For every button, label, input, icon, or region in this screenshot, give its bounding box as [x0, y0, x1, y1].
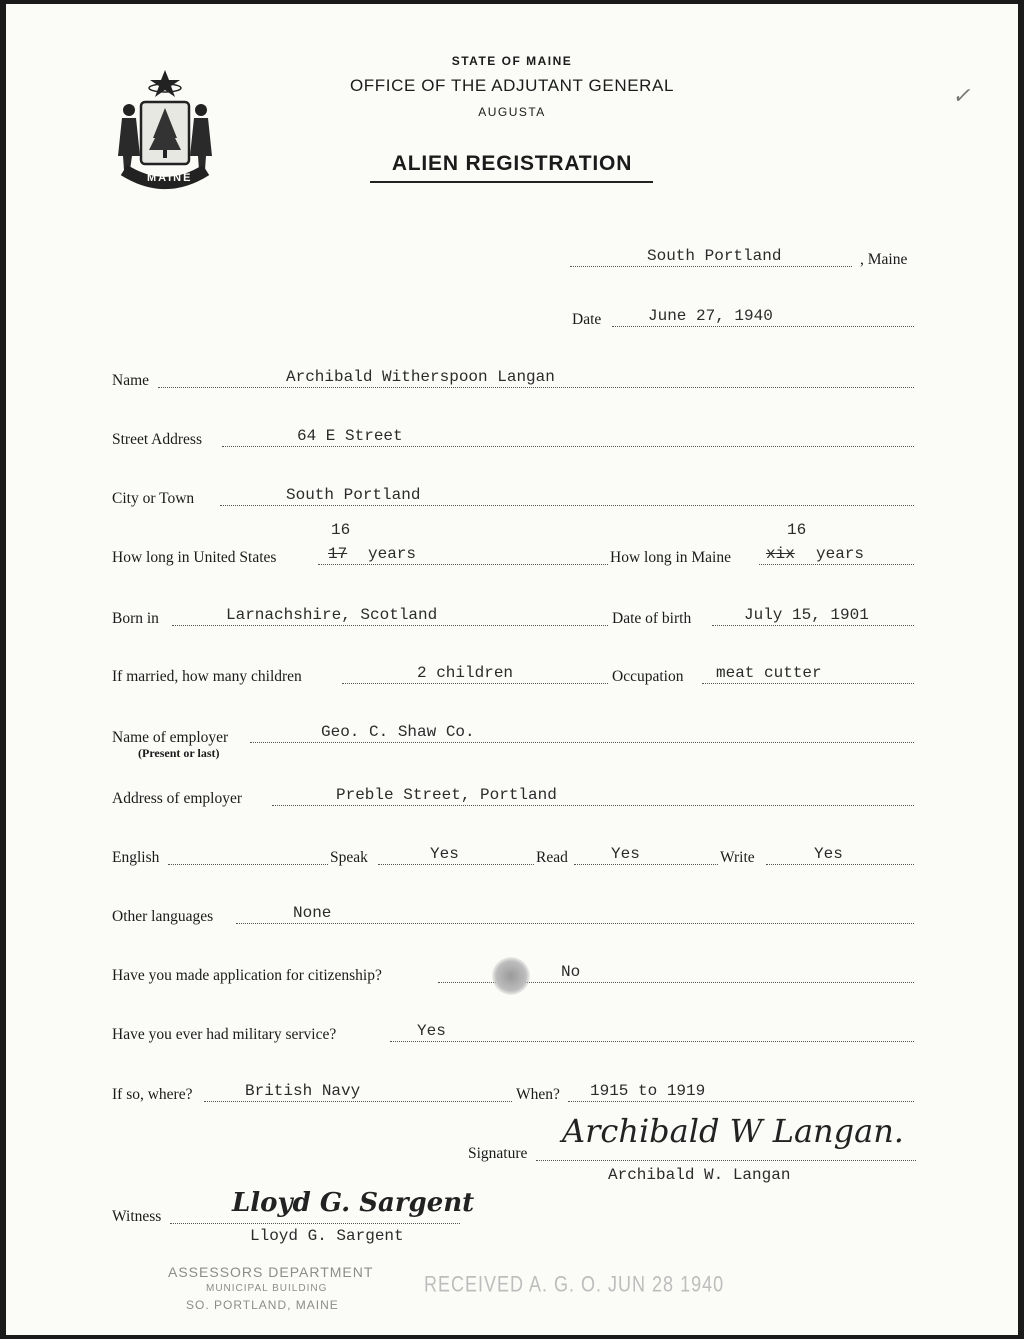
seal-label: MAINE [147, 172, 193, 184]
when-label: When? [516, 1086, 560, 1103]
write-label: Write [720, 849, 755, 866]
children-label: If married, how many children [112, 668, 302, 685]
where-label: If so, where? [112, 1086, 193, 1103]
witness-script: Lloyd G. Sargent [232, 1188, 475, 1218]
date-label: Date [572, 311, 602, 328]
place-value: South Portland [647, 247, 782, 265]
state-heading: STATE OF MAINE [451, 54, 573, 68]
citizenship-label: Have you made application for citizenship? [112, 967, 382, 984]
employer-address-value: Preble Street, Portland [336, 786, 557, 804]
date-value: June 27, 1940 [648, 307, 773, 325]
employer-value: Geo. C. Shaw Co. [321, 723, 475, 741]
when-value: 1915 to 1919 [590, 1082, 706, 1100]
languages-value: None [293, 904, 332, 922]
title-underline [370, 181, 653, 183]
form-title: ALIEN REGISTRATION [391, 152, 633, 175]
assessors-stamp-line-1: ASSESSORS DEPARTMENT [168, 1264, 374, 1280]
citizenship-value: No [561, 963, 581, 981]
maine-years-unit: years [816, 545, 865, 563]
employer-sublabel: (Present or last) [138, 746, 220, 760]
witness-label: Witness [112, 1208, 162, 1225]
name-value: Archibald Witherspoon Langan [286, 368, 555, 386]
city-heading: AUGUSTA [478, 105, 546, 119]
children-value: 2 children [417, 664, 514, 682]
english-label: English [112, 849, 160, 866]
us-years-label: How long in United States [112, 549, 277, 566]
assessors-stamp-line-3: SO. PORTLAND, MAINE [186, 1298, 339, 1312]
occupation-value: meat cutter [716, 664, 822, 682]
maine-years-correction: 16 [787, 521, 807, 539]
employer-address-label: Address of employer [112, 790, 242, 807]
military-label: Have you ever had military service? [112, 1026, 337, 1043]
military-value: Yes [417, 1022, 446, 1040]
write-value: Yes [814, 845, 843, 863]
street-label: Street Address [112, 431, 202, 448]
born-label: Born in [112, 610, 159, 627]
read-label: Read [536, 849, 568, 866]
maine-years-value: xix [766, 545, 795, 563]
maine-years-label: How long in Maine [610, 549, 731, 566]
street-value: 64 E Street [297, 427, 403, 445]
signature-typed: Archibald W. Langan [608, 1166, 791, 1184]
speak-label: Speak [330, 849, 368, 866]
assessors-stamp-line-2: MUNICIPAL BUILDING [206, 1283, 328, 1294]
read-value: Yes [611, 845, 640, 863]
place-suffix: , Maine [860, 251, 908, 268]
born-value: Larnachshire, Scotland [226, 606, 438, 624]
witness-typed: Lloyd G. Sargent [250, 1227, 404, 1245]
dob-label: Date of birth [612, 610, 692, 627]
signature-script: Archibald W Langan. [562, 1112, 904, 1150]
signature-label: Signature [468, 1145, 528, 1162]
dob-value: July 15, 1901 [744, 606, 869, 624]
where-value: British Navy [245, 1082, 361, 1100]
us-years-unit: years [368, 545, 417, 563]
name-label: Name [112, 372, 150, 389]
check-mark: ✓ [952, 84, 971, 109]
speak-value: Yes [430, 845, 459, 863]
ink-blot [492, 957, 530, 995]
languages-label: Other languages [112, 908, 214, 925]
us-years-correction: 16 [331, 521, 351, 539]
employer-label: Name of employer [112, 729, 229, 746]
us-years-value: 17 [328, 545, 348, 563]
office-heading: OFFICE OF THE ADJUTANT GENERAL [349, 76, 675, 95]
received-stamp: RECEIVED A. G. O. JUN 28 1940 [424, 1271, 725, 1297]
registration-form [6, 4, 1018, 1335]
city-value: South Portland [286, 486, 421, 504]
occupation-label: Occupation [612, 668, 684, 685]
city-label: City or Town [112, 490, 195, 507]
